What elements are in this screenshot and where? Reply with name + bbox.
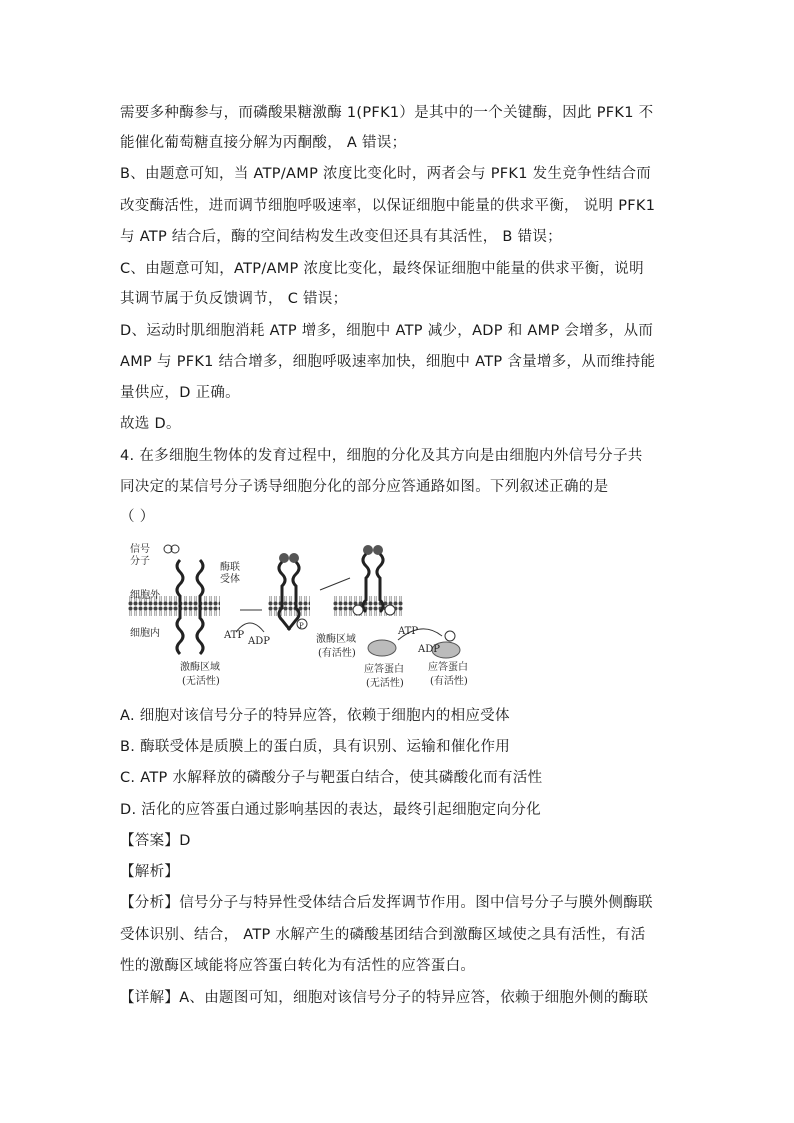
phosphate-icon-2 bbox=[353, 605, 363, 615]
option-c: C. ATP 水解释放的磷酸分子与靶蛋白结合，使其磷酸化而有活性 bbox=[120, 770, 543, 786]
analysis-tag: 【解析】 bbox=[120, 864, 180, 880]
response-protein-inactive bbox=[368, 640, 396, 656]
pathway-diagram bbox=[128, 540, 668, 700]
xiangjie-tag: 【详解】 bbox=[120, 990, 180, 1006]
question-line-1: 4. 在多细胞生物体的发育过程中，细胞的分化及其方向是由细胞内外信号分子共 bbox=[120, 448, 643, 464]
kinase-active-label-1: 激酶区域 bbox=[316, 634, 356, 645]
text-line-5: 与 ATP 结合后，酶的空间结构发生改变但还具有其活性， B 错误； bbox=[120, 229, 562, 245]
response-inactive-label-1: 应答蛋白 bbox=[364, 664, 404, 675]
phosphate-icon-4 bbox=[445, 631, 455, 641]
signal-pathway-figure bbox=[128, 540, 668, 700]
option-d: D. 活化的应答蛋白通过影响基因的表达，最终引起细胞定向分化 bbox=[120, 802, 541, 818]
phosphate-icon-3 bbox=[385, 605, 395, 615]
receptor-label-2: 受体 bbox=[220, 574, 240, 585]
signal-molecule-label-2: 分子 bbox=[130, 556, 150, 567]
signal-molecule-label-1: 信号 bbox=[130, 544, 150, 555]
transition-arrow-2 bbox=[320, 578, 350, 590]
response-inactive-label-2: (无活性) bbox=[366, 678, 404, 689]
fenxi-tag: 【分析】 bbox=[120, 895, 180, 911]
fenxi-line-3: 性的激酶区域能将应答蛋白转化为有活性的应答蛋白。 bbox=[120, 958, 476, 974]
text-line-1: 需要多种酶参与，而磷酸果糖激酶 1(PFK1）是其中的一个关键酶，因此 PFK1 不 bbox=[120, 105, 654, 121]
adp-label-1: ADP bbox=[248, 636, 270, 647]
fenxi-text-1: 信号分子与特异性受体结合后发挥调节作用。图中信号分子与膜外侧酶联 bbox=[179, 895, 653, 911]
text-line-10: 量供应，D 正确。 bbox=[120, 385, 240, 401]
text-line-7: 其调节属于负反馈调节， C 错误； bbox=[120, 291, 348, 307]
option-b: B. 酶联受体是质膜上的蛋白质，具有识别、运输和催化作用 bbox=[120, 739, 511, 755]
xiangjie-text: A、由题图可知，细胞对该信号分子的特异应答，依赖于细胞外侧的酶联 bbox=[179, 990, 649, 1006]
text-line-8: D、运动时肌细胞消耗 ATP 增多，细胞中 ATP 减少，ADP 和 AMP 会增多，从而 bbox=[120, 323, 654, 339]
xiangjie-line bbox=[120, 988, 648, 1008]
inside-cell-label: 细胞内 bbox=[130, 628, 160, 639]
phosphate-label-1: P bbox=[299, 622, 304, 630]
text-line-4: 改变酶活性，进而调节细胞呼吸速率，以保证细胞中能量的供求平衡， 说明 PFK1 bbox=[120, 198, 656, 214]
fenxi-line-1 bbox=[120, 893, 653, 913]
fenxi-line-2: 受体识别、结合， ATP 水解产生的磷酸基团结合到激酶区域使之具有活性，有活 bbox=[120, 927, 646, 943]
option-a: A. 细胞对该信号分子的特异应答，依赖于细胞内的相应受体 bbox=[120, 708, 510, 724]
text-line-3: B、由题意可知，当 ATP/AMP 浓度比变化时，两者会与 PFK1 发生竞争性结合而 bbox=[120, 166, 652, 182]
question-line-2: 同决定的某信号分子诱导细胞分化的部分应答通路如图。下列叙述正确的是 bbox=[120, 479, 609, 495]
text-line-9: AMP 与 PFK1 结合增多，细胞呼吸速率加快，细胞中 ATP 含量增多，从而维持能 bbox=[120, 354, 656, 370]
atp-label-1: ATP bbox=[224, 630, 245, 641]
receptor-label-1: 酶联 bbox=[220, 562, 240, 573]
kinase-active-label-2: (有活性) bbox=[318, 648, 356, 659]
kinase-inactive-label-2: (无活性) bbox=[182, 676, 220, 687]
text-line-2: 能催化葡萄糖直接分解为丙酮酸， A 错误； bbox=[120, 135, 407, 151]
outside-cell-label: 细胞外 bbox=[130, 590, 160, 601]
kinase-inactive-label-1: 激酶区域 bbox=[180, 662, 220, 673]
text-line-6: C、由题意可知，ATP/AMP 浓度比变化，最终保证细胞中能量的供求平衡，说明 bbox=[120, 261, 644, 277]
question-bracket: （ ） bbox=[120, 509, 155, 525]
text-line-11: 故选 D。 bbox=[120, 416, 181, 432]
response-active-label-2: (有活性) bbox=[430, 676, 468, 687]
answer-tag: 【答案】 bbox=[120, 833, 180, 849]
membrane-middle bbox=[268, 596, 310, 618]
adp-label-2: ADP bbox=[418, 644, 440, 655]
atp-label-2: ATP bbox=[398, 626, 419, 637]
answer-line bbox=[120, 831, 191, 851]
response-active-label-1: 应答蛋白 bbox=[428, 662, 468, 673]
answer-value: D bbox=[179, 833, 191, 849]
